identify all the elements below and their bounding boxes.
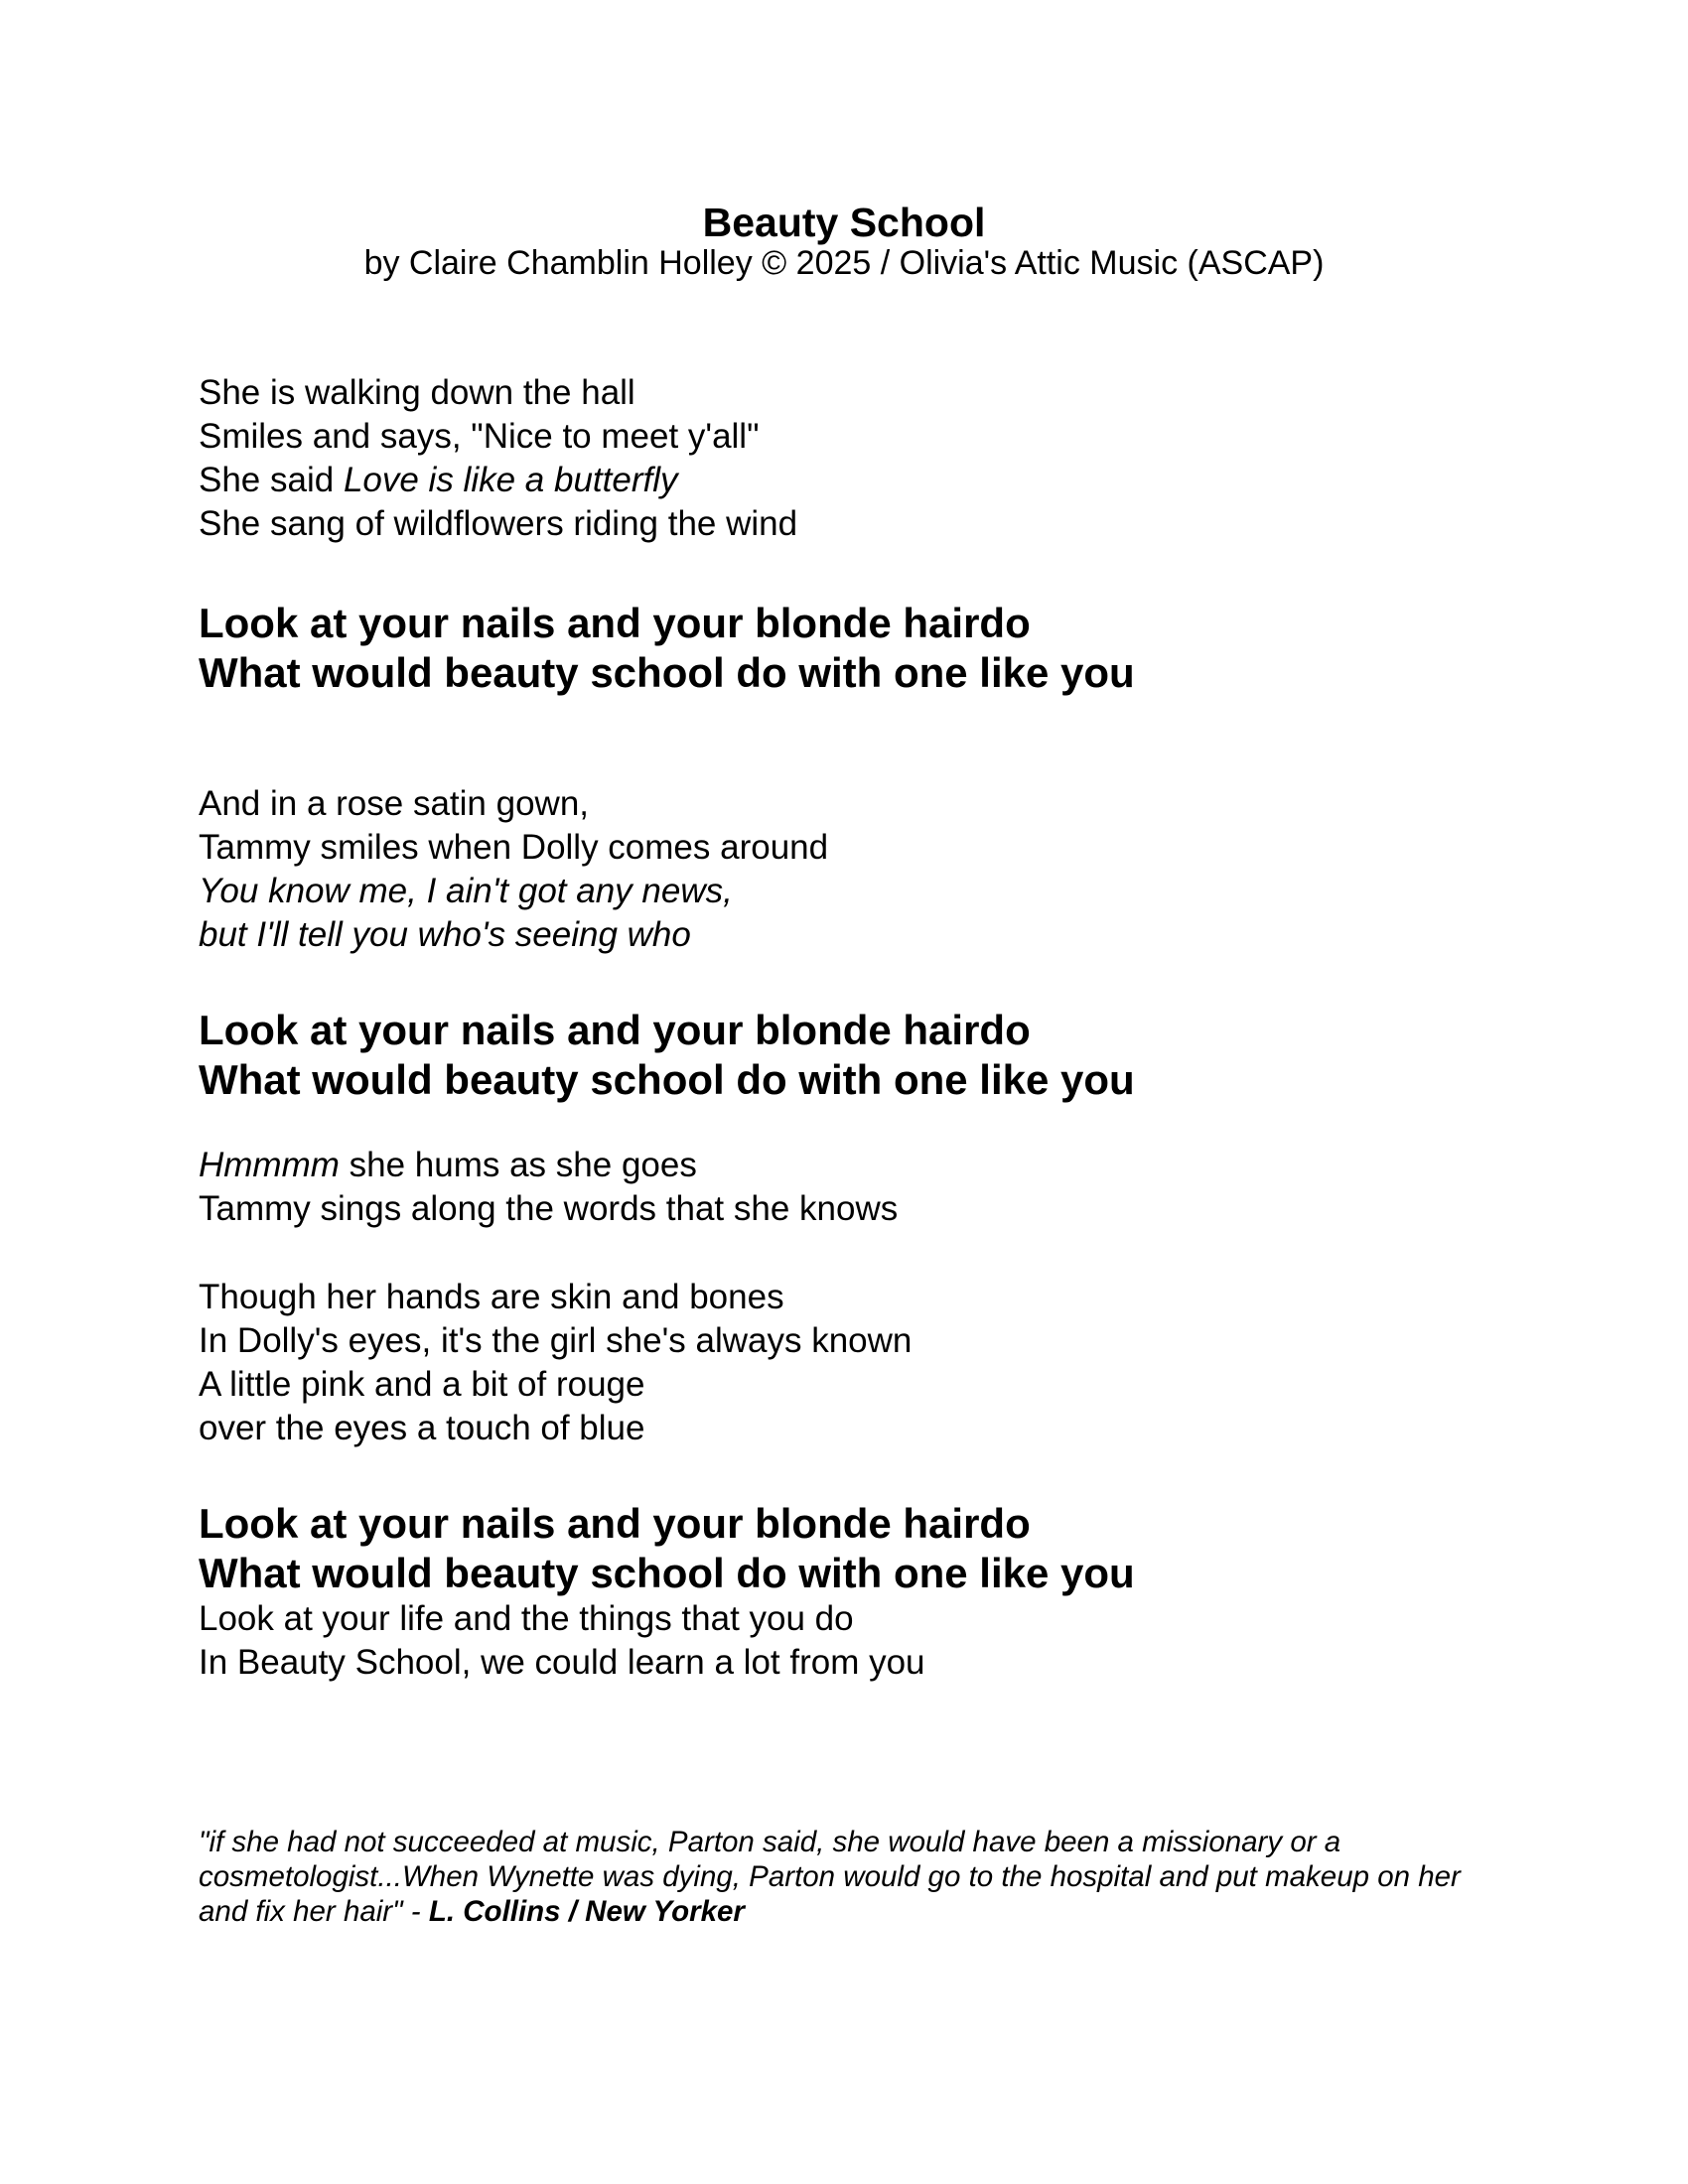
chorus3-line2: What would beauty school do with one like you [199, 1550, 1135, 1596]
outro-line2: In Beauty School, we could learn a lot from you [199, 1643, 925, 1682]
quote-footnote [199, 1825, 1489, 1929]
quote-attribution: L. Collins / New Yorker [428, 1895, 745, 1928]
verse1-line3-italic: Love is like a butterfly [343, 461, 678, 499]
verse1-line3 [199, 460, 678, 501]
chorus2-line2: What would beauty school do with one like you [199, 1056, 1135, 1103]
song-title: Beauty School [702, 200, 986, 245]
verse4-line2: In Dolly's eyes, it's the girl she's always known [199, 1321, 913, 1360]
chorus1-line1: Look at your nails and your blonde hairdo [199, 600, 1031, 646]
verse2-line3: You know me, I ain't got any news, [199, 872, 733, 910]
chorus2-line1: Look at your nails and your blonde hairdo [199, 1007, 1031, 1053]
verse1-line3-prefix: She said [199, 461, 344, 499]
verse2-line1: And in a rose satin gown, [199, 784, 590, 823]
verse4-line1: Though her hands are skin and bones [199, 1278, 784, 1316]
verse3-line1-italic: Hmmmm [199, 1146, 340, 1184]
verse1-line4: She sang of wildflowers riding the wind [199, 504, 798, 543]
verse4-line3: A little pink and a bit of rouge [199, 1365, 645, 1404]
verse1-line2: Smiles and says, "Nice to meet y'all" [199, 417, 760, 456]
verse1-line1: She is walking down the hall [199, 373, 635, 412]
chorus1-line2: What would beauty school do with one like you [199, 649, 1135, 696]
quote-text: "if she had not succeeded at music, Parton said, she would have been a missionary or a cosmetologist...When Wynette was dying, Parton would go to the hospital and put makeup on her and fix her hair" - [199, 1826, 1461, 1928]
outro-line1: Look at your life and the things that you do [199, 1599, 854, 1638]
song-byline: by Claire Chamblin Holley © 2025 / Olivia's Attic Music (ASCAP) [363, 244, 1325, 282]
verse2-line4: but I'll tell you who's seeing who [199, 915, 691, 954]
verse3-line2: Tammy sings along the words that she knows [199, 1189, 899, 1228]
verse4-line4: over the eyes a touch of blue [199, 1409, 645, 1447]
verse3-line1-rest: she hums as she goes [339, 1146, 697, 1184]
verse3-line1 [199, 1145, 697, 1186]
verse2-line2: Tammy smiles when Dolly comes around [199, 828, 829, 867]
chorus3-line1: Look at your nails and your blonde hairdo [199, 1500, 1031, 1547]
